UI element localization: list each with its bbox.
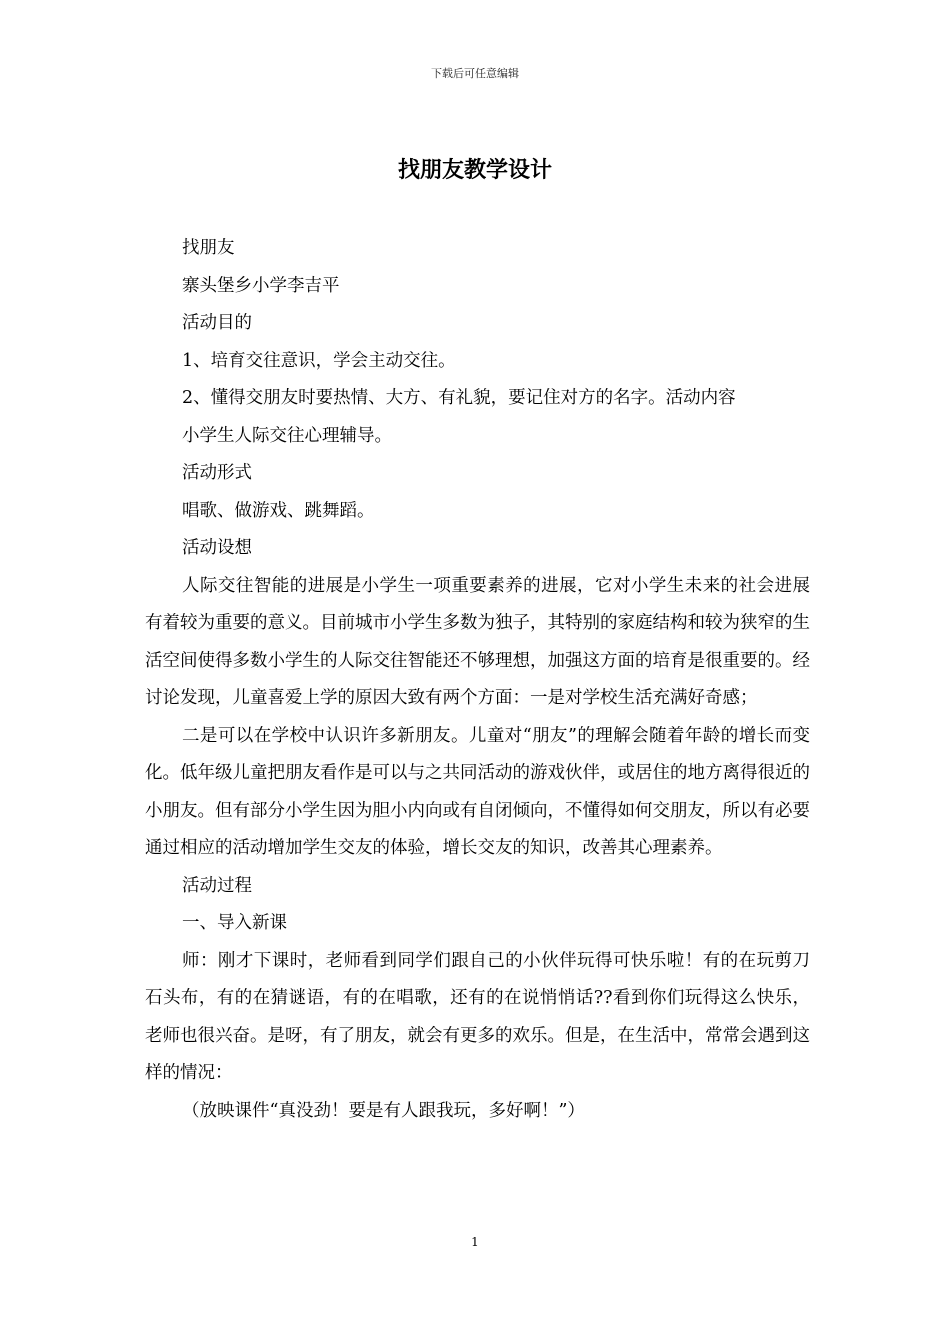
document-body: [145, 230, 810, 1130]
paragraph-goal-1: 1、培育交往意识，学会主动交往。: [182, 350, 456, 371]
paragraph-teacher-speech: 师：刚才下课时，老师看到同学们跟自己的小伙伴玩得可快乐啦！有的在玩剪刀石头布，有的在猜谜语，有的在唱歌，还有的在说悄悄话??看到你们玩得这么快乐，老师也很兴奋。是呀，有了朋友，就会有更多的欢乐。但是，在生活中，常常会遇到这样的情况：: [145, 950, 810, 1083]
paragraph-courseware-note: （放映课件“真没劲！要是有人跟我玩，多好啊！”）: [182, 1100, 585, 1121]
page-header: 下载后可任意编辑: [431, 67, 519, 80]
paragraph-goal-2: 2、懂得交朋友时要热情、大方、有礼貌，要记住对方的名字。活动内容: [182, 388, 736, 408]
document-title: 找朋友教学设计: [397, 158, 552, 183]
heading-activity-process: 活动过程: [182, 875, 252, 896]
heading-activity-form: 活动形式: [182, 463, 252, 483]
paragraph-activity-content: 小学生人际交往心理辅导。: [182, 425, 392, 446]
paragraph-idea-1: 人际交往智能的进展是小学生一项重要素养的进展，它对小学生未来的社会进展有着较为重要的意义。目前城市小学生多数为独子，其特别的家庭结构和较为狭窄的生活空间使得多数小学生的人际交往智能还不够理想，加强这方面的培育是很重要的。经讨论发现，儿童喜爱上学的原因大致有两个方面：一是对学校生活充满好奇感；: [145, 575, 810, 708]
page-number: 1: [471, 1235, 479, 1249]
heading-activity-goal: 活动目的: [182, 313, 252, 333]
paragraph-author: 寨头堡乡小学李吉平: [182, 275, 340, 296]
paragraph-activity-form: 唱歌、做游戏、跳舞蹈。: [182, 500, 375, 521]
paragraph-subject: 找朋友: [182, 238, 235, 258]
paragraph-idea-2: 二是可以在学校中认识许多新朋友。儿童对“朋友”的理解会随着年龄的增长而变化。低年级儿童把朋友看作是可以与之共同活动的游戏伙伴，或居住的地方离得很近的小朋友。但有部分小学生因为胆小内向或有自闭倾向，不懂得如何交朋友，所以有必要通过相应的活动增加学生交友的体验，增长交友的知识，改善其心理素养。: [145, 725, 810, 858]
heading-intro: 一、导入新课: [182, 913, 287, 933]
heading-activity-idea: 活动设想: [182, 538, 252, 558]
